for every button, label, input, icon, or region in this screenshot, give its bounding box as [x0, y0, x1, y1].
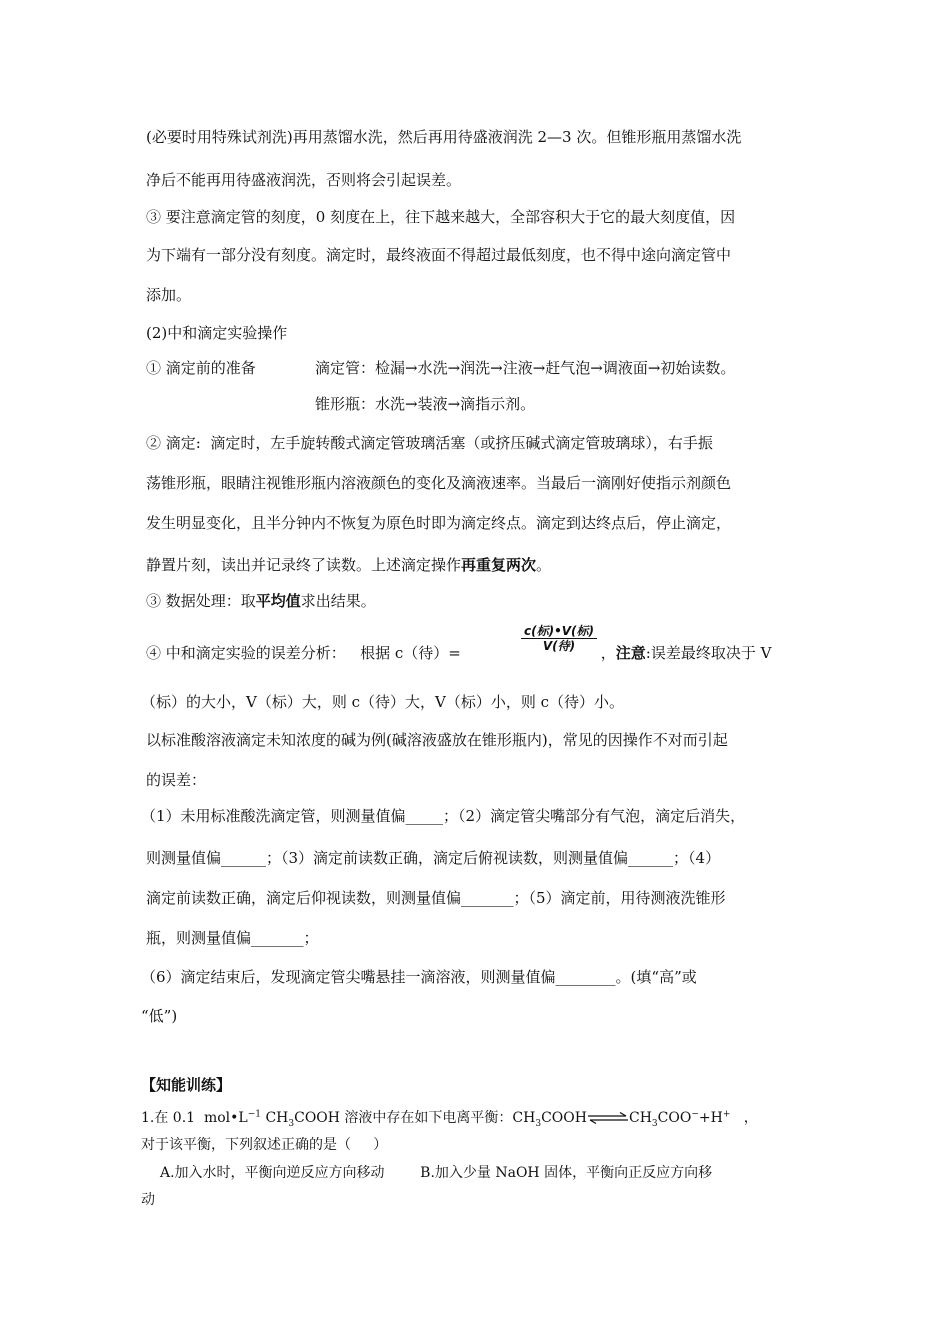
- question-line: “低”): [141, 1007, 178, 1025]
- text-line: ③ 要注意滴定管的刻度，0 刻度在上，往下越来越大，全部容积大于它的最大刻度值，因: [146, 208, 736, 226]
- question-line: 瓶，则测量值偏_______；: [146, 929, 319, 947]
- text-line: 的误差：: [146, 771, 207, 789]
- answer-options: A.加入水时，平衡向逆反应方向移动 B.加入少量 NaOH 固体，平衡向正反应方向移: [160, 1165, 713, 1181]
- text-line: 静置片刻，读出并记录终了读数。上述滴定操作再重复两次。: [146, 556, 552, 574]
- bold-text: 再重复两次: [461, 556, 537, 574]
- text-line: ，注意:误差最终取决于 V: [596, 644, 772, 662]
- text-line: 滴定管：检漏→水洗→润洗→注液→赶气泡→调液面→初始读数。: [315, 359, 736, 377]
- text-line: (必要时用特殊试剂洗)再用蒸馏水洗，然后再用待盛液润洗 2—3 次。但锥形瓶用蒸馏水洗: [146, 128, 742, 146]
- question-line: （6）滴定结束后，发现滴定管尖嘴悬挂一滴溶液，则测量值偏________。(填“高”或: [141, 968, 697, 986]
- question-line: 滴定前读数正确，滴定后仰视读数，则测量值偏_______；（5）滴定前，用待测液洗锥形: [146, 889, 726, 907]
- bold-text: 注意: [615, 644, 646, 662]
- text-line: 发生明显变化，且半分钟内不恢复为原色时即为滴定终点。滴定到达终点后，停止滴定，: [146, 514, 732, 532]
- text-line: 锥形瓶：水洗→装液→滴指示剂。: [315, 395, 536, 413]
- bold-text: 平均值: [255, 592, 301, 610]
- fraction-formula: [519, 624, 599, 653]
- answer-options: 动: [141, 1192, 155, 1208]
- text-line: 为下端有一部分没有刻度。滴定时，最终液面不得超过最低刻度，也不得中途向滴定管中: [146, 246, 732, 264]
- fraction-denominator: V(待): [542, 639, 576, 653]
- formula-line: ④ 中和滴定实验的误差分析： 根据 c（待）=: [146, 644, 461, 662]
- equilibrium-arrow-icon: [588, 1113, 628, 1123]
- text-line: ② 滴定: 滴定时，左手旋转酸式滴定管玻璃活塞（或挤压碱式滴定管玻璃球），右手振: [146, 434, 713, 452]
- question-stem: 对于该平衡，下列叙述正确的是（ ）: [141, 1137, 388, 1153]
- text-line: 添加。: [146, 286, 192, 304]
- text-line: 净后不能再用待盛液润洗，否则将会引起误差。: [146, 171, 462, 189]
- fraction-numerator: c(标)•V(标): [521, 624, 597, 639]
- text-line: ③ 数据处理：取平均值求出结果。: [146, 592, 376, 610]
- question-line: （1）未用标准酸洗滴定管，则测量值偏_____；（2）滴定管尖嘴部分有气泡，滴定后消失，: [141, 807, 746, 825]
- text-line: （标）的大小，V（标）大，则 c（待）大，V（标）小，则 c（待）小。: [141, 693, 625, 711]
- question-stem: 1.在 0.1 $mol•L^{-1}$ $CH_3COOH$ 溶液中存在如下电离平衡：$CH_3COOH$ $CH_3COO^-+H^+$ ，: [141, 1109, 758, 1129]
- text-line: 以标准酸溶液滴定未知浓度的碱为例(碱溶液盛放在锥形瓶内)，常见的因操作不对而引起: [146, 731, 728, 749]
- question-line: 则测量值偏______；（3）滴定前读数正确，滴定后俯视读数，则测量值偏______；（4）: [146, 849, 721, 867]
- section-title: 【知能训练】: [141, 1076, 232, 1094]
- section-heading: (2)中和滴定实验操作: [146, 324, 288, 342]
- text-line: ① 滴定前的准备: [146, 359, 256, 377]
- text-line: 荡锥形瓶，眼睛注视锥形瓶内溶液颜色的变化及滴液速率。当最后一滴刚好使指示剂颜色: [146, 474, 732, 492]
